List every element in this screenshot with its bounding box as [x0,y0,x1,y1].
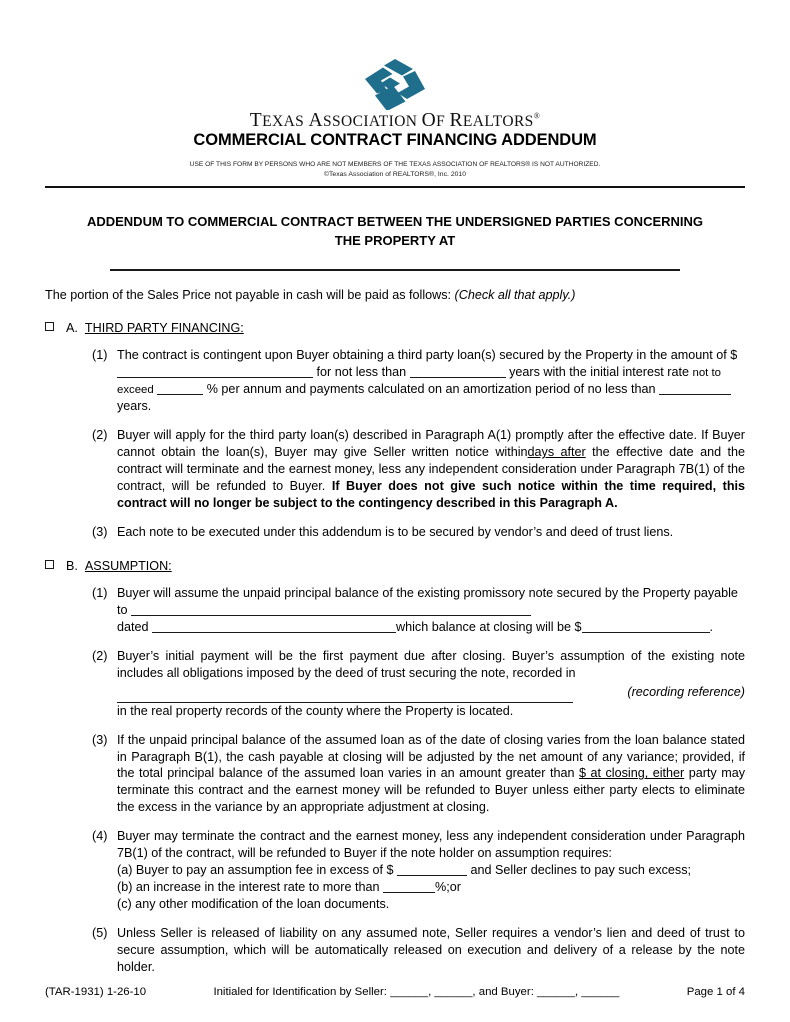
item-b1-text4: . [709,619,714,634]
addendum-heading-line1: ADDENDUM TO COMMERCIAL CONTRACT BETWEEN THE UNDERSIGNED PARTIES CONCERNING [86,213,704,229]
section-a-title: THIRD PARTY FINANCING: [84,320,244,335]
item-a1-number: (1) [92,347,108,362]
item-b1-number: (1) [92,586,108,601]
usage-notice [45,160,745,179]
item-a1 [45,347,745,416]
a1-amount-blank[interactable] [117,366,313,378]
section-a-checkbox-icon[interactable] [45,322,54,331]
item-b1-text3: which balance at closing will be $ [396,619,582,634]
item-b5 [45,925,745,976]
org-name-t2: EXAS [262,113,309,130]
item-b5-number: (5) [92,925,108,940]
usage-notice-line1: USE OF THIS FORM BY PERSONS WHO ARE NOT MEMBERS OF THE TEXAS ASSOCIATION OF REALTORS® IS NOT AUTHORIZED. [189,161,601,169]
realtors-pinwheel-logo-icon [364,58,426,110]
form-id: (TAR-1931) 1-26-10 [45,986,147,998]
registered-mark: ® [533,111,541,121]
item-b2-text1: Buyer’s initial payment will be the first payment due after closing. Buyer’s assumption of the existing note includes all obligations imposed by the deed of trust securing the note, recorded in [117,648,745,680]
addendum-heading-line2: THE PROPERTY AT [334,232,456,248]
item-b4-sub-c-text: (c) any other modification of the loan documents. [117,897,390,912]
section-b-checkbox-icon[interactable] [45,560,54,569]
item-b2 [45,648,745,720]
item-a2-bold-text: If Buyer does not give such notice within the time required, this contract will no longer be subject to the contingency described in this Paragraph A. [117,479,746,511]
intro-text [45,287,745,303]
item-b2-number: (2) [92,648,108,663]
item-a3-number: (3) [92,525,108,540]
item-a1-text3: years with the initial interest rate [509,364,690,379]
intro-instruction: (Check all that apply.) [454,287,576,302]
org-name-o1: O [421,110,437,131]
item-a1-text2: for not less than [316,364,407,379]
item-a3-text: Each note to be executed under this addendum is to be secured by vendor’s and deed of trust liens. [117,525,674,540]
initials-line[interactable]: Initialed for Identification by Seller: ______, ______, and Buyer: ______, ______ [213,986,620,998]
item-b2-text3: in the real property records of the county where the Property is located. [117,703,514,718]
item-b4 [45,828,745,913]
org-name-a1: A [308,110,323,131]
item-a2-text1: Buyer will apply for the third party loan(s) described in Paragraph A(1) promptly after the effective date. If Buyer cannot obtain the loan(s), Buyer may give Seller written notice within [117,428,745,460]
a1-years-blank[interactable] [410,366,506,378]
item-a1-text4: not to exceed [117,366,722,397]
item-b4-sub-b-text2: %;or [435,880,461,895]
section-b-header[interactable] [45,559,745,573]
copyright-line: ©Texas Association of REALTORS®, Inc. 2010 [323,170,467,178]
item-a2 [45,427,745,512]
item-a2-text2: the effective date and the contract will terminate and the earnest money, less any independent consideration under Paragraph 7B(1) of the contract, will be refunded to Buyer. [117,445,745,494]
item-b4-sub-a-text2: and Seller declines to pay such excess; [470,863,692,878]
item-b3-text2: party may terminate this contract and the earnest money will be refunded to Buyer unless either party elects to eliminate the excess in the variance by an appropriate adjustment at closing. [117,766,746,815]
item-b1-text1: Buyer will assume the unpaid principal balance of the existing promissory note secured by the Property payable to [117,586,738,617]
section-a-header[interactable] [45,321,745,335]
organization-name [45,111,745,131]
item-b4-number: (4) [92,829,108,844]
logo-container [45,56,745,110]
page-number: Page 1 of 4 [686,986,745,998]
item-b1-text2: dated [117,619,149,634]
b1-balance-blank[interactable] [582,621,710,633]
intro-sentence: The portion of the Sales Price not payable in cash will be paid as follows: [45,287,452,302]
org-name-o2: F [436,113,450,130]
page-footer [45,986,745,998]
item-b2-recording-reference-label: (recording reference) [627,684,745,699]
masthead-divider [45,186,745,188]
item-a1-text6: years. [117,399,152,414]
b1-payable-to-blank[interactable] [131,604,531,616]
item-a2-number: (2) [92,428,108,443]
item-b4-sub-a-text1: (a) Buyer to pay an assumption fee in excess of $ [117,863,394,878]
section-a-letter: A. [66,320,78,335]
item-b3-number: (3) [92,732,108,747]
b4-rate-blank[interactable] [383,881,435,893]
property-address-blank[interactable] [110,261,680,271]
a2-days-after-blank[interactable]: days after [527,445,586,460]
a1-amort-years-blank[interactable] [659,383,731,395]
a1-rate-blank[interactable] [157,383,203,395]
form-title: COMMERCIAL CONTRACT FINANCING ADDENDUM [193,131,597,150]
item-b5-text: Unless Seller is released of liability on any assumed note, Seller requires a vendor’s lien and deed of trust to secure assumption, which will be automatically released on execution and delivery of a release by the note holder. [117,925,745,974]
addendum-heading [45,213,745,251]
item-b4-sub-b-text1: (b) an increase in the interest rate to more than [117,880,380,895]
org-name-r1: R [449,110,463,131]
item-b4-text1: Buyer may terminate the contract and the earnest money, less any independent consideration under Paragraph 7B(1) of the contract, will be refunded to Buyer if the note holder on assumption requires: [117,829,745,861]
b3-amount-blank[interactable]: $ at closing, either [579,766,685,781]
item-a3 [45,524,745,541]
section-b-letter: B. [66,559,78,574]
b1-dated-blank[interactable] [152,621,396,633]
section-b-title: ASSUMPTION: [84,559,172,574]
item-b3 [45,732,745,817]
org-name-r2: EALTORS [462,113,534,130]
b4-fee-blank[interactable] [397,864,467,876]
org-name-t1: T [249,110,263,131]
masthead [45,0,745,188]
item-b1 [45,585,745,636]
item-b3-text1: If the unpaid principal balance of the assumed loan as of the date of closing varies from the loan balance stated in Paragraph B(1), the cash payable at closing will be adjusted by the net amount of any variance; provided, if the total principal balance of the assumed loan varies in an amount greater than [117,732,745,781]
item-a1-text5: % per annum and payments calculated on an amortization period of no less than [206,382,656,397]
org-name-a2: SSOCIATION [322,113,422,130]
item-a1-text1: The contract is contingent upon Buyer obtaining a third party loan(s) secured by the Property in the amount of $ [117,347,738,362]
